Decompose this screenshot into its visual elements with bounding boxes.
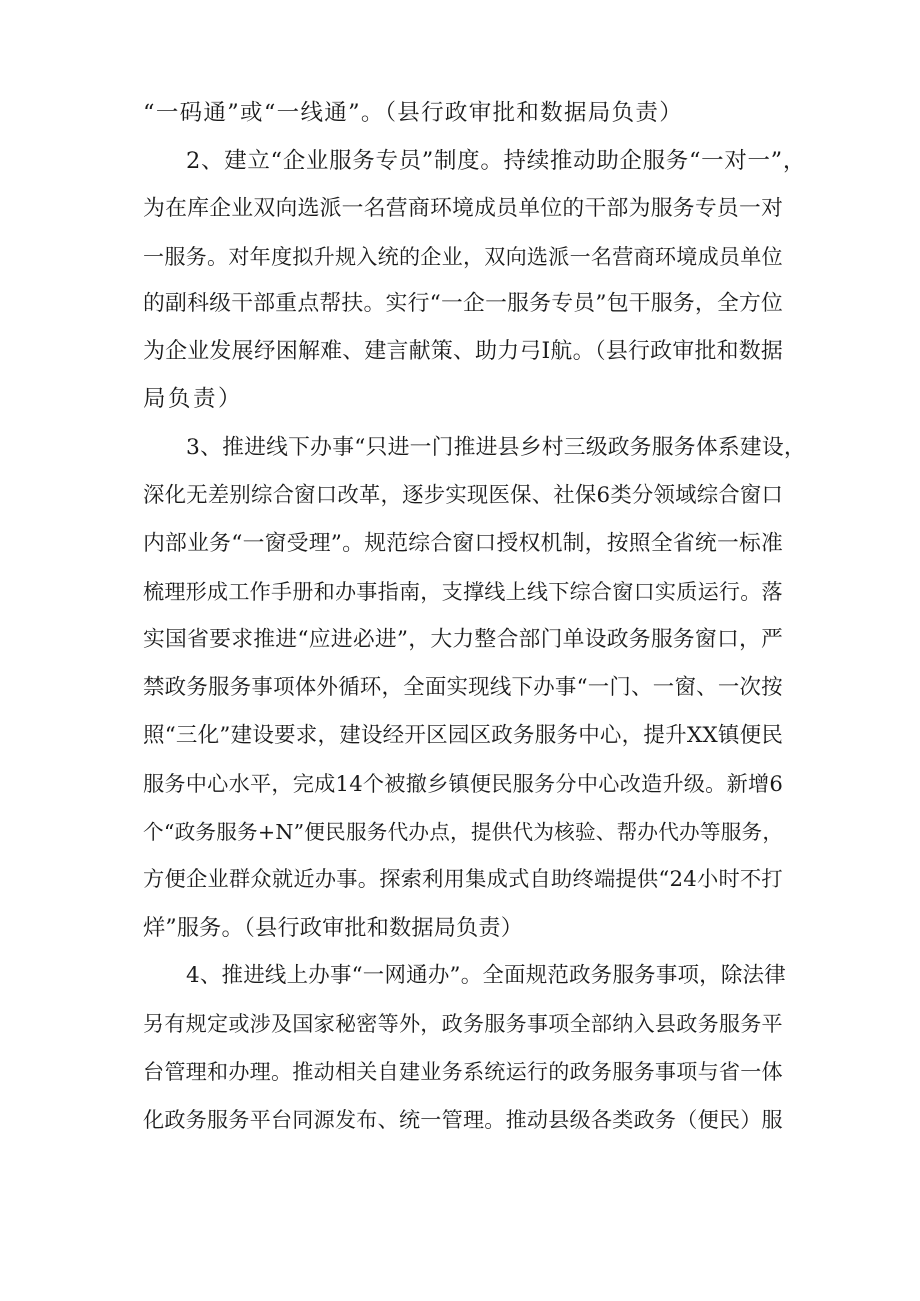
text-line: 梳理形成工作手册和办事指南，支撑线上线下综合窗口实质运行。落 — [143, 579, 783, 604]
text-line: 为在库企业双向选派一名营商环境成员单位的干部为服务专员一对 — [143, 196, 784, 221]
text-line: 的副科级干部重点帮扶。实行“一企一服务专员”包干服务，全方位 — [143, 291, 784, 316]
text-line: 烊”服务。（县行政审批和数据局负责） — [143, 915, 524, 941]
text-line: 3、推进线下办事“只进一门推进县乡村三级政务服务体系建设， — [186, 435, 806, 460]
text-line: 深化无差别综合窗口改革，逐步实现医保、社保6类分领域综合窗口 — [143, 483, 784, 508]
text-line: 台管理和办理。推动相关自建业务系统运行的政务服务事项与省一体 — [143, 1059, 783, 1084]
text-line: 实国省要求推进“应进必进”，大力整合部门单设政务服务窗口，严 — [143, 627, 784, 652]
text-line: 4、推进线上办事“一网通办”。全面规范政务服务事项，除法律 — [186, 963, 786, 988]
text-line: 内部业务“一窗受理”。规范综合窗口授权机制，按照全省统一标准 — [143, 531, 784, 556]
text-line: 局负责） — [143, 386, 244, 412]
text-line: 禁政务服务事项体外循环，全面实现线下办事“一门、一窗、一次按 — [143, 675, 783, 700]
text-line: 服务中心水平，完成14个被撤乡镇便民服务分中心改造升级。新增6 — [143, 771, 784, 796]
text-line: 个“政务服务+N”便民服务代办点，提供代为核验、帮办代办等服务， — [143, 820, 784, 844]
text-line: 化政务服务平台同源发布、统一管理。推动县级各类政务（便民）服 — [143, 1107, 783, 1132]
text-line: 另有规定或涉及国家秘密等外，政务服务事项全部纳入县政务服务平 — [143, 1011, 783, 1036]
text-line: 2、建立“企业服务专员”制度。持续推动助企服务“一对一”， — [186, 148, 807, 174]
text-line: 一服务。对年度拟升规入统的企业，双向选派一名营商环境成员单位 — [143, 244, 783, 269]
text-line: 方便企业群众就近办事。探索利用集成式自助终端提供“24小时不打 — [143, 867, 783, 892]
text-line: 照“三化”建设要求，建设经开区园区政务服务中心，提升XX镇便民 — [143, 723, 784, 748]
text-line: 为企业发展纾困解难、建言献策、助力弓I航。（县行政审批和数据 — [143, 339, 784, 364]
text-line: “一码通”或“一线通”。（县行政审批和数据局负责） — [143, 100, 684, 126]
